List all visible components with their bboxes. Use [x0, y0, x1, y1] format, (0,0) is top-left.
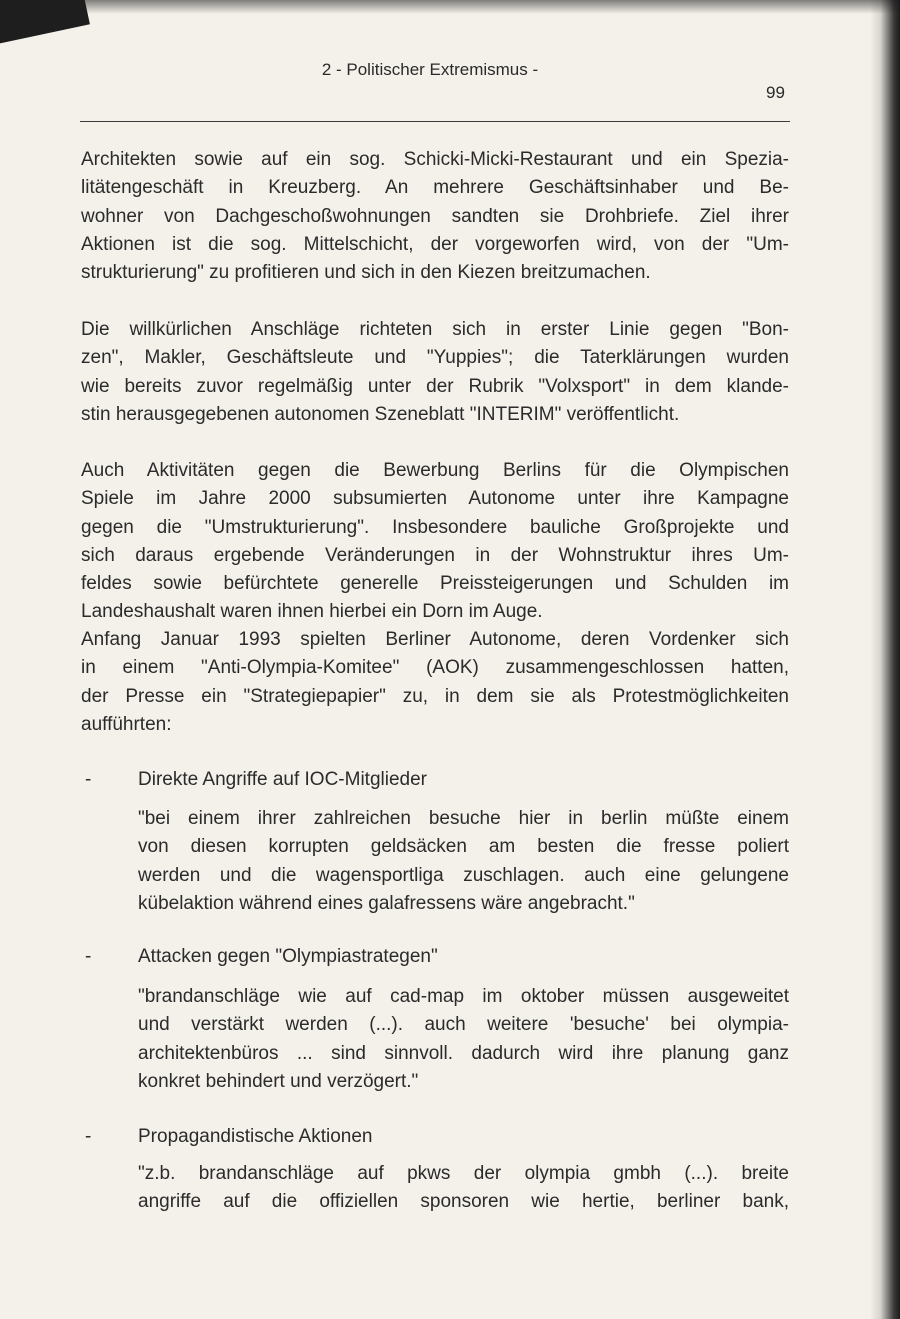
- text-line: zen", Makler, Geschäftsleute und "Yuppies"; die Taterklärungen wurden: [81, 347, 789, 369]
- text-line: litätengeschäft in Kreuzberg. An mehrere Geschäftsinhaber und Be-: [81, 177, 789, 199]
- list-item-label: Propagandistische Aktionen: [138, 1126, 373, 1147]
- text-line: strukturierung" zu profitieren und sich in den Kiezen breitzumachen.: [81, 262, 651, 284]
- page-number: 99: [766, 83, 785, 102]
- text-line: feldes sowie befürchtete generelle Preissteigerungen und Schulden im: [81, 573, 789, 595]
- text-line: Auch Aktivitäten gegen die Bewerbung Berlins für die Olympischen: [81, 460, 789, 481]
- quote-line: architektenbüros ... sind sinnvoll. dadurch wird ihre planung ganz: [138, 1042, 789, 1064]
- text-line: aufführten:: [81, 713, 172, 735]
- quote-line: "z.b. brandanschläge auf pkws der olympia gmbh (...). breite: [138, 1163, 789, 1184]
- scan-top-shadow: [0, 0, 900, 14]
- list-item-quote-1: [138, 805, 789, 918]
- text-line: sich daraus ergebende Veränderungen in der Wohnstruktur ihres Um-: [81, 544, 789, 566]
- quote-line: werden und die wagensportliga zuschlagen. auch eine gelungene: [138, 864, 789, 886]
- text-line: stin herausgegebenen autonomen Szeneblatt "INTERIM" veröffentlicht.: [81, 403, 680, 425]
- paragraph-4: [81, 626, 789, 739]
- list-item-quote-3: [138, 1160, 789, 1217]
- paragraph-1: [81, 146, 789, 287]
- quote-line: "brandanschläge wie auf cad-map im oktober müssen ausgeweitet: [138, 986, 789, 1007]
- text-line: wohner von Dachgeschoßwohnungen sandten sie Drohbriefe. Ziel ihrer: [81, 205, 789, 227]
- text-line: Anfang Januar 1993 spielten Berliner Autonome, deren Vordenker sich: [81, 629, 789, 650]
- text-line: der Presse ein "Strategiepapier" zu, in dem sie als Protestmöglichkeiten: [81, 685, 789, 707]
- binding-edge-shadow: [870, 0, 900, 1319]
- list-dash: -: [85, 769, 92, 790]
- text-line: Architekten sowie auf ein sog. Schicki-Micki-Restaurant und ein Spezia-: [81, 149, 789, 170]
- running-header: 2 - Politischer Extremismus -: [321, 60, 539, 79]
- quote-line: angriffe auf die offiziellen sponsoren wie hertie, berliner bank,: [138, 1191, 789, 1213]
- list-item-label: Direkte Angriffe auf IOC-Mitglieder: [138, 769, 427, 790]
- header-rule: [80, 121, 790, 122]
- quote-line: konkret behindert und verzögert.": [138, 1070, 419, 1092]
- text-line: Landeshaushalt waren ihnen hierbei ein Dorn im Auge.: [81, 601, 543, 623]
- list-item-quote-2: [138, 983, 789, 1096]
- list-dash: -: [85, 1126, 92, 1147]
- paragraph-3: [81, 457, 789, 627]
- text-line: wie bereits zuvor regelmäßig unter der Rubrik "Volxsport" in dem klande-: [81, 375, 789, 397]
- text-line: Die willkürlichen Anschläge richteten sich in erster Linie gegen "Bon-: [81, 319, 789, 340]
- quote-line: von diesen korrupten geldsäcken am besten die fresse poliert: [138, 836, 789, 858]
- text-line: in einem "Anti-Olympia-Komitee" (AOK) zusammengeschlossen hatten,: [81, 657, 789, 679]
- quote-line: und verstärkt werden (...). auch weitere 'besuche' bei olympia-: [138, 1014, 789, 1036]
- quote-line: "bei einem ihrer zahlreichen besuche hier in berlin müßte einem: [138, 808, 789, 829]
- text-line: Aktionen ist die sog. Mittelschicht, der vorgeworfen wird, von der "Um-: [81, 233, 789, 255]
- paragraph-2: [81, 316, 789, 429]
- text-line: gegen die "Umstrukturierung". Insbesondere bauliche Großprojekte und: [81, 516, 789, 538]
- list-dash: -: [85, 946, 92, 967]
- text-line: Spiele im Jahre 2000 subsumierten Autonome unter ihre Kampagne: [81, 488, 789, 510]
- quote-line: kübelaktion während eines galafressens wäre angebracht.": [138, 892, 635, 914]
- list-item-label: Attacken gegen "Olympiastrategen": [138, 946, 438, 967]
